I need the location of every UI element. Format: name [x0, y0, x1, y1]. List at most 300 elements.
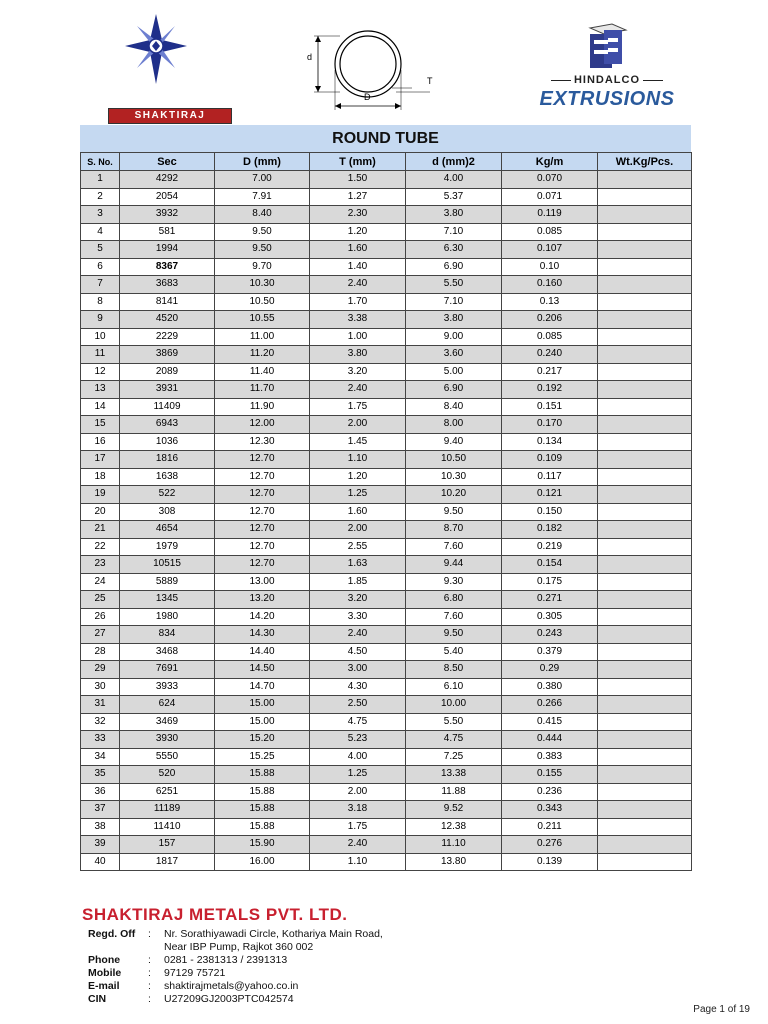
cell-outer-diameter: 11.00	[215, 328, 310, 346]
cell-wt-per-pcs	[598, 556, 692, 574]
cell-sec: 3683	[120, 276, 215, 294]
cell-kg-per-m: 0.085	[502, 328, 598, 346]
table-row	[81, 713, 692, 731]
cell-sno: 18	[81, 468, 120, 486]
cell-thickness: 1.70	[310, 293, 406, 311]
cell-wt-per-pcs	[598, 223, 692, 241]
cell-wt-per-pcs	[598, 766, 692, 784]
cell-inner-diameter: 9.30	[406, 573, 502, 591]
cell-outer-diameter: 14.30	[215, 626, 310, 644]
cell-outer-diameter: 12.70	[215, 521, 310, 539]
cell-thickness: 1.75	[310, 398, 406, 416]
cell-outer-diameter: 14.40	[215, 643, 310, 661]
cell-inner-diameter: 3.60	[406, 346, 502, 364]
cell-sno: 24	[81, 573, 120, 591]
cell-thickness: 3.20	[310, 363, 406, 381]
cell-outer-diameter: 12.70	[215, 556, 310, 574]
cell-outer-diameter: 12.70	[215, 486, 310, 504]
cell-sno: 31	[81, 696, 120, 714]
table-row	[81, 696, 692, 714]
col-header-sec: Sec	[120, 153, 215, 171]
cell-sec: 1979	[120, 538, 215, 556]
cell-kg-per-m: 0.243	[502, 626, 598, 644]
cell-wt-per-pcs	[598, 678, 692, 696]
cell-inner-diameter: 13.80	[406, 853, 502, 871]
table-row	[81, 661, 692, 679]
cell-wt-per-pcs	[598, 783, 692, 801]
extrusions-wordmark: EXTRUSIONS	[539, 88, 675, 110]
col-header-sno: S. No.	[81, 153, 120, 171]
cell-inner-diameter: 13.38	[406, 766, 502, 784]
cell-kg-per-m: 0.150	[502, 503, 598, 521]
cell-sec: 4654	[120, 521, 215, 539]
cell-wt-per-pcs	[598, 433, 692, 451]
cell-sec: 11189	[120, 801, 215, 819]
cell-sno: 36	[81, 783, 120, 801]
cell-wt-per-pcs	[598, 643, 692, 661]
table-row	[81, 678, 692, 696]
cell-inner-diameter: 9.52	[406, 801, 502, 819]
diameter-outer-label: D	[364, 92, 371, 102]
cell-kg-per-m: 0.380	[502, 678, 598, 696]
col-header-outer-diameter: D (mm)	[215, 153, 310, 171]
cell-outer-diameter: 7.91	[215, 188, 310, 206]
cell-outer-diameter: 15.90	[215, 836, 310, 854]
cell-outer-diameter: 14.50	[215, 661, 310, 679]
contact-value: Nr. Sorathiyawadi Circle, Kothariya Main Road,	[164, 928, 383, 940]
cell-kg-per-m: 0.085	[502, 223, 598, 241]
cell-kg-per-m: 0.107	[502, 241, 598, 259]
cell-kg-per-m: 0.271	[502, 591, 598, 609]
table-row	[81, 171, 692, 189]
cell-outer-diameter: 9.70	[215, 258, 310, 276]
cell-sno: 20	[81, 503, 120, 521]
cell-kg-per-m: 0.139	[502, 853, 598, 871]
cell-kg-per-m: 0.071	[502, 188, 598, 206]
cell-sno: 12	[81, 363, 120, 381]
cell-thickness: 1.85	[310, 573, 406, 591]
cell-kg-per-m: 0.109	[502, 451, 598, 469]
cell-kg-per-m: 0.192	[502, 381, 598, 399]
cell-sec: 3869	[120, 346, 215, 364]
cell-inner-diameter: 9.50	[406, 503, 502, 521]
cell-sec: 3932	[120, 206, 215, 224]
cell-outer-diameter: 12.00	[215, 416, 310, 434]
cell-sec: 2054	[120, 188, 215, 206]
cell-sno: 23	[81, 556, 120, 574]
cell-kg-per-m: 0.217	[502, 363, 598, 381]
cell-inner-diameter: 9.40	[406, 433, 502, 451]
cell-inner-diameter: 5.50	[406, 713, 502, 731]
cell-wt-per-pcs	[598, 748, 692, 766]
cell-inner-diameter: 5.00	[406, 363, 502, 381]
cell-inner-diameter: 9.44	[406, 556, 502, 574]
cell-outer-diameter: 9.50	[215, 223, 310, 241]
cell-inner-diameter: 12.38	[406, 818, 502, 836]
shaktiraj-logo	[80, 14, 230, 126]
cell-thickness: 2.00	[310, 521, 406, 539]
cell-outer-diameter: 11.40	[215, 363, 310, 381]
cell-outer-diameter: 15.25	[215, 748, 310, 766]
cell-sec: 6251	[120, 783, 215, 801]
cell-outer-diameter: 15.88	[215, 766, 310, 784]
brand-name-plate: SHAKTIRAJ	[108, 108, 232, 124]
table-row	[81, 206, 692, 224]
cell-thickness: 1.27	[310, 188, 406, 206]
table-row	[81, 276, 692, 294]
cell-wt-per-pcs	[598, 398, 692, 416]
table-row	[81, 766, 692, 784]
cell-sec: 7691	[120, 661, 215, 679]
table-row	[81, 801, 692, 819]
cell-sno: 35	[81, 766, 120, 784]
cell-sec: 8141	[120, 293, 215, 311]
cell-sno: 11	[81, 346, 120, 364]
cell-inner-diameter: 11.10	[406, 836, 502, 854]
cell-sec: 2089	[120, 363, 215, 381]
cell-wt-per-pcs	[598, 661, 692, 679]
col-header-inner-diameter: d (mm)2	[406, 153, 502, 171]
table-row	[81, 381, 692, 399]
cell-wt-per-pcs	[598, 328, 692, 346]
cell-outer-diameter: 10.55	[215, 311, 310, 329]
cell-wt-per-pcs	[598, 626, 692, 644]
cell-sec: 1816	[120, 451, 215, 469]
cell-inner-diameter: 4.75	[406, 731, 502, 749]
cell-inner-diameter: 10.50	[406, 451, 502, 469]
cell-thickness: 3.18	[310, 801, 406, 819]
cell-thickness: 2.40	[310, 626, 406, 644]
cell-sno: 3	[81, 206, 120, 224]
round-tube-table	[80, 152, 692, 871]
cell-wt-per-pcs	[598, 503, 692, 521]
round-tube-diagram	[300, 30, 435, 112]
cell-sec: 3931	[120, 381, 215, 399]
cell-thickness: 2.40	[310, 381, 406, 399]
cell-sno: 13	[81, 381, 120, 399]
cell-thickness: 1.63	[310, 556, 406, 574]
table-row	[81, 433, 692, 451]
table-row	[81, 643, 692, 661]
cell-kg-per-m: 0.343	[502, 801, 598, 819]
cell-outer-diameter: 15.00	[215, 696, 310, 714]
cell-kg-per-m: 0.276	[502, 836, 598, 854]
cell-outer-diameter: 7.00	[215, 171, 310, 189]
cell-outer-diameter: 13.20	[215, 591, 310, 609]
cell-inner-diameter: 7.60	[406, 538, 502, 556]
cell-outer-diameter: 13.00	[215, 573, 310, 591]
cell-inner-diameter: 6.90	[406, 381, 502, 399]
cell-sno: 14	[81, 398, 120, 416]
cell-sec: 2229	[120, 328, 215, 346]
table-row	[81, 853, 692, 871]
hindalco-emblem-icon	[582, 22, 632, 72]
table-row	[81, 293, 692, 311]
table-title: ROUND TUBE	[80, 125, 691, 152]
table-row	[81, 783, 692, 801]
cell-inner-diameter: 5.40	[406, 643, 502, 661]
contact-separator: :	[148, 993, 151, 1005]
cell-sec: 624	[120, 696, 215, 714]
cell-thickness: 2.55	[310, 538, 406, 556]
cell-wt-per-pcs	[598, 801, 692, 819]
cell-sec: 1345	[120, 591, 215, 609]
table-row	[81, 241, 692, 259]
cell-sno: 28	[81, 643, 120, 661]
cell-kg-per-m: 0.236	[502, 783, 598, 801]
cell-inner-diameter: 5.50	[406, 276, 502, 294]
cell-sec: 1638	[120, 468, 215, 486]
cell-wt-per-pcs	[598, 591, 692, 609]
cell-thickness: 2.00	[310, 783, 406, 801]
cell-wt-per-pcs	[598, 311, 692, 329]
cell-kg-per-m: 0.070	[502, 171, 598, 189]
table-row	[81, 258, 692, 276]
cell-sno: 21	[81, 521, 120, 539]
cell-sec: 581	[120, 223, 215, 241]
cell-sno: 16	[81, 433, 120, 451]
company-name: SHAKTIRAJ METALS PVT. LTD.	[82, 905, 348, 924]
cell-outer-diameter: 14.20	[215, 608, 310, 626]
cell-sec: 6943	[120, 416, 215, 434]
cell-sec: 157	[120, 836, 215, 854]
cell-thickness: 1.60	[310, 241, 406, 259]
cell-wt-per-pcs	[598, 836, 692, 854]
cell-outer-diameter: 15.20	[215, 731, 310, 749]
cell-outer-diameter: 12.70	[215, 468, 310, 486]
cell-kg-per-m: 0.154	[502, 556, 598, 574]
cell-outer-diameter: 15.88	[215, 818, 310, 836]
cell-sno: 26	[81, 608, 120, 626]
cell-sec: 1817	[120, 853, 215, 871]
cell-wt-per-pcs	[598, 293, 692, 311]
cell-kg-per-m: 0.379	[502, 643, 598, 661]
cell-thickness: 1.60	[310, 503, 406, 521]
cell-kg-per-m: 0.29	[502, 661, 598, 679]
cell-sno: 1	[81, 171, 120, 189]
contact-label: Phone	[88, 954, 121, 966]
cell-kg-per-m: 0.119	[502, 206, 598, 224]
table-header-row	[81, 153, 692, 171]
cell-kg-per-m: 0.206	[502, 311, 598, 329]
cell-sec: 5889	[120, 573, 215, 591]
cell-sno: 39	[81, 836, 120, 854]
cell-sec: 4292	[120, 171, 215, 189]
cell-sec: 1994	[120, 241, 215, 259]
cell-thickness: 1.25	[310, 766, 406, 784]
table-row	[81, 626, 692, 644]
cell-sno: 33	[81, 731, 120, 749]
cell-thickness: 4.75	[310, 713, 406, 731]
cell-wt-per-pcs	[598, 276, 692, 294]
cell-inner-diameter: 10.20	[406, 486, 502, 504]
cell-sno: 22	[81, 538, 120, 556]
diameter-inner-label: d	[307, 52, 313, 62]
cell-thickness: 5.23	[310, 731, 406, 749]
cell-kg-per-m: 0.182	[502, 521, 598, 539]
contact-separator: :	[148, 967, 151, 979]
cell-thickness: 4.50	[310, 643, 406, 661]
table-row	[81, 538, 692, 556]
cell-thickness: 1.10	[310, 451, 406, 469]
cell-sec: 3930	[120, 731, 215, 749]
cell-inner-diameter: 11.88	[406, 783, 502, 801]
cell-inner-diameter: 8.40	[406, 398, 502, 416]
cell-inner-diameter: 8.50	[406, 661, 502, 679]
cell-outer-diameter: 15.88	[215, 783, 310, 801]
table-row	[81, 836, 692, 854]
cell-inner-diameter: 3.80	[406, 311, 502, 329]
cell-sno: 15	[81, 416, 120, 434]
contact-separator: :	[148, 928, 151, 940]
contact-label: CIN	[88, 993, 107, 1005]
cell-kg-per-m: 0.383	[502, 748, 598, 766]
hindalco-logo	[528, 22, 686, 112]
cell-sno: 19	[81, 486, 120, 504]
cell-kg-per-m: 0.211	[502, 818, 598, 836]
contact-label: Mobile	[88, 967, 122, 979]
cell-wt-per-pcs	[598, 608, 692, 626]
col-header-wt-per-pcs: Wt.Kg/Pcs.	[598, 153, 692, 171]
cell-inner-diameter: 7.10	[406, 293, 502, 311]
cell-wt-per-pcs	[598, 538, 692, 556]
table-row	[81, 573, 692, 591]
cell-sno: 29	[81, 661, 120, 679]
cell-outer-diameter: 11.90	[215, 398, 310, 416]
cell-sec: 10515	[120, 556, 215, 574]
cell-inner-diameter: 10.30	[406, 468, 502, 486]
table-row	[81, 363, 692, 381]
table-row	[81, 556, 692, 574]
cell-sno: 6	[81, 258, 120, 276]
table-row	[81, 346, 692, 364]
cell-kg-per-m: 0.134	[502, 433, 598, 451]
cell-kg-per-m: 0.10	[502, 258, 598, 276]
cell-kg-per-m: 0.121	[502, 486, 598, 504]
contact-value: U27209GJ2003PTC042574	[164, 993, 294, 1005]
cell-outer-diameter: 11.70	[215, 381, 310, 399]
cell-thickness: 3.38	[310, 311, 406, 329]
table-row	[81, 731, 692, 749]
cell-inner-diameter: 6.30	[406, 241, 502, 259]
cell-thickness: 2.40	[310, 276, 406, 294]
cell-inner-diameter: 6.10	[406, 678, 502, 696]
cell-outer-diameter: 8.40	[215, 206, 310, 224]
cell-sno: 25	[81, 591, 120, 609]
table-row	[81, 223, 692, 241]
cell-sec: 3468	[120, 643, 215, 661]
cell-kg-per-m: 0.117	[502, 468, 598, 486]
cell-kg-per-m: 0.155	[502, 766, 598, 784]
cell-sec: 8367	[120, 258, 215, 276]
contact-value: shaktirajmetals@yahoo.co.in	[164, 980, 299, 992]
thickness-label: T	[427, 76, 433, 86]
table-row	[81, 486, 692, 504]
cell-sec: 4520	[120, 311, 215, 329]
cell-wt-per-pcs	[598, 206, 692, 224]
col-header-thickness: T (mm)	[310, 153, 406, 171]
cell-wt-per-pcs	[598, 171, 692, 189]
cell-kg-per-m: 0.415	[502, 713, 598, 731]
cell-wt-per-pcs	[598, 696, 692, 714]
cell-inner-diameter: 6.90	[406, 258, 502, 276]
cell-kg-per-m: 0.219	[502, 538, 598, 556]
star-compass-icon	[125, 14, 187, 90]
cell-inner-diameter: 8.70	[406, 521, 502, 539]
cell-thickness: 2.30	[310, 206, 406, 224]
cell-outer-diameter: 12.70	[215, 538, 310, 556]
cell-outer-diameter: 16.00	[215, 853, 310, 871]
cell-outer-diameter: 11.20	[215, 346, 310, 364]
cell-outer-diameter: 12.70	[215, 451, 310, 469]
cell-inner-diameter: 8.00	[406, 416, 502, 434]
cell-kg-per-m: 0.151	[502, 398, 598, 416]
cell-sec: 520	[120, 766, 215, 784]
cell-inner-diameter: 9.00	[406, 328, 502, 346]
contact-value: 97129 75721	[164, 967, 226, 979]
cell-kg-per-m: 0.175	[502, 573, 598, 591]
cell-wt-per-pcs	[598, 713, 692, 731]
cell-thickness: 1.40	[310, 258, 406, 276]
cell-thickness: 3.00	[310, 661, 406, 679]
cell-kg-per-m: 0.170	[502, 416, 598, 434]
cell-sno: 32	[81, 713, 120, 731]
cell-thickness: 4.30	[310, 678, 406, 696]
cell-kg-per-m: 0.240	[502, 346, 598, 364]
cell-wt-per-pcs	[598, 346, 692, 364]
cell-thickness: 1.10	[310, 853, 406, 871]
table-row	[81, 328, 692, 346]
cell-sec: 834	[120, 626, 215, 644]
cell-sno: 4	[81, 223, 120, 241]
cell-wt-per-pcs	[598, 416, 692, 434]
contact-value: Near IBP Pump, Rajkot 360 002	[164, 941, 314, 953]
cell-thickness: 4.00	[310, 748, 406, 766]
cell-sno: 2	[81, 188, 120, 206]
cell-inner-diameter: 3.80	[406, 206, 502, 224]
cell-thickness: 3.30	[310, 608, 406, 626]
cell-wt-per-pcs	[598, 818, 692, 836]
cell-thickness: 2.40	[310, 836, 406, 854]
table-row	[81, 188, 692, 206]
table-row	[81, 468, 692, 486]
cell-wt-per-pcs	[598, 258, 692, 276]
table-row	[81, 398, 692, 416]
cell-sno: 8	[81, 293, 120, 311]
table-row	[81, 748, 692, 766]
cell-outer-diameter: 9.50	[215, 241, 310, 259]
hindalco-wordmark: HINDALCO	[528, 74, 686, 86]
page-number: Page 1 of 19	[693, 1004, 750, 1015]
cell-inner-diameter: 7.25	[406, 748, 502, 766]
cell-wt-per-pcs	[598, 468, 692, 486]
cell-sec: 522	[120, 486, 215, 504]
cell-sno: 7	[81, 276, 120, 294]
cell-sec: 1036	[120, 433, 215, 451]
cell-kg-per-m: 0.13	[502, 293, 598, 311]
cell-thickness: 1.20	[310, 223, 406, 241]
cell-wt-per-pcs	[598, 241, 692, 259]
cell-wt-per-pcs	[598, 573, 692, 591]
cell-outer-diameter: 15.88	[215, 801, 310, 819]
table-row	[81, 451, 692, 469]
cell-thickness: 1.50	[310, 171, 406, 189]
cell-thickness: 3.80	[310, 346, 406, 364]
cell-outer-diameter: 14.70	[215, 678, 310, 696]
cell-wt-per-pcs	[598, 521, 692, 539]
cell-sno: 10	[81, 328, 120, 346]
cell-outer-diameter: 12.70	[215, 503, 310, 521]
